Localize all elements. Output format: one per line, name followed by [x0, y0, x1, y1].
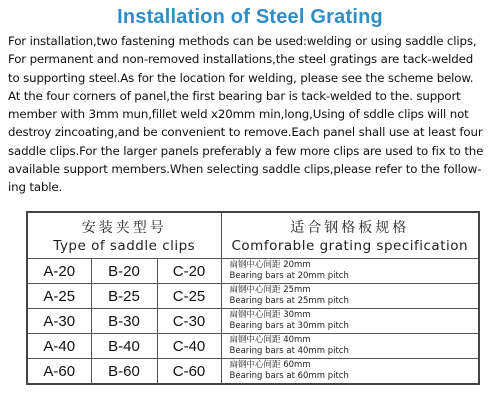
spec-en: Bearing bars at 30mm pitch: [229, 321, 349, 331]
clip-b: B-40: [91, 334, 157, 359]
page-title: Installation of Steel Grating: [117, 6, 383, 28]
installation-paragraph: [8, 32, 496, 197]
paragraph-line: ing table.: [8, 180, 63, 195]
saddle-clip-table: [26, 211, 480, 385]
table-row: [27, 309, 479, 334]
clip-a: A-40: [27, 334, 91, 359]
paragraph-line: saddle clips.For the larger panels preferably a few more clips are used to fix to the: [8, 143, 484, 158]
spec-en: Bearing bars at 60mm pitch: [229, 371, 349, 381]
paragraph-line: destroy zincoating,and be convenient to remove.Each panel shall use at least four: [8, 125, 483, 140]
clip-b: B-60: [91, 359, 157, 385]
paragraph-line: For permanent and non-removed installations,the steel gratings are tack-welded: [8, 52, 474, 67]
paragraph-line: At the four corners of panel,the first bearing bar is tack-welded to the. support: [8, 88, 461, 103]
spec-cn: 扁钢中心间距 25mm: [229, 285, 311, 295]
header-clip-type: [27, 212, 221, 259]
table-row: [27, 359, 479, 385]
table-row: [27, 284, 479, 309]
clip-a: A-60: [27, 359, 91, 385]
clip-b: B-30: [91, 309, 157, 334]
clip-c: C-20: [157, 259, 221, 284]
paragraph-line: For installation,two fastening methods can be used:welding or using saddle clips,: [8, 34, 477, 48]
clip-b: B-20: [91, 259, 157, 284]
table-header-row: [27, 212, 479, 259]
header-grating-spec-cn: 适合钢格板规格: [290, 220, 410, 236]
spec-cn: 扁钢中心间距 30mm: [229, 310, 311, 320]
paragraph-line: member with 3mm mun,fillet weld x20mm min,long,Using of sddle clips will not: [8, 107, 469, 122]
spec-en: Bearing bars at 40mm pitch: [229, 346, 349, 356]
table-row: [27, 334, 479, 359]
table-row: [27, 259, 479, 284]
spec-en: Bearing bars at 20mm pitch: [229, 271, 349, 281]
clip-a: A-20: [27, 259, 91, 284]
grating-spec: [221, 334, 479, 359]
spec-cn: 扁钢中心间距 60mm: [229, 360, 311, 370]
spec-cn: 扁钢中心间距 20mm: [229, 260, 311, 270]
clip-c: C-60: [157, 359, 221, 385]
paragraph-line: to supporting steel.As for the location for welding, please see the scheme below.: [8, 70, 474, 85]
clip-b: B-25: [91, 284, 157, 309]
spec-en: Bearing bars at 25mm pitch: [229, 296, 349, 306]
paragraph-line: available support members.When selecting saddle clips,please refer to the follow-: [8, 162, 482, 177]
grating-spec: [221, 284, 479, 309]
clip-c: C-25: [157, 284, 221, 309]
header-grating-spec-en: Comforable grating specification: [231, 238, 469, 254]
clip-a: A-25: [27, 284, 91, 309]
clip-c: C-30: [157, 309, 221, 334]
header-clip-type-cn: 安装夹型号: [81, 220, 167, 236]
grating-spec: [221, 359, 479, 385]
grating-spec: [221, 309, 479, 334]
spec-cn: 扁钢中心间距 40mm: [229, 335, 311, 345]
header-clip-type-en: Type of saddle clips: [53, 238, 196, 254]
header-grating-spec: [221, 212, 479, 259]
clip-c: C-40: [157, 334, 221, 359]
grating-spec: [221, 259, 479, 284]
clip-a: A-30: [27, 309, 91, 334]
